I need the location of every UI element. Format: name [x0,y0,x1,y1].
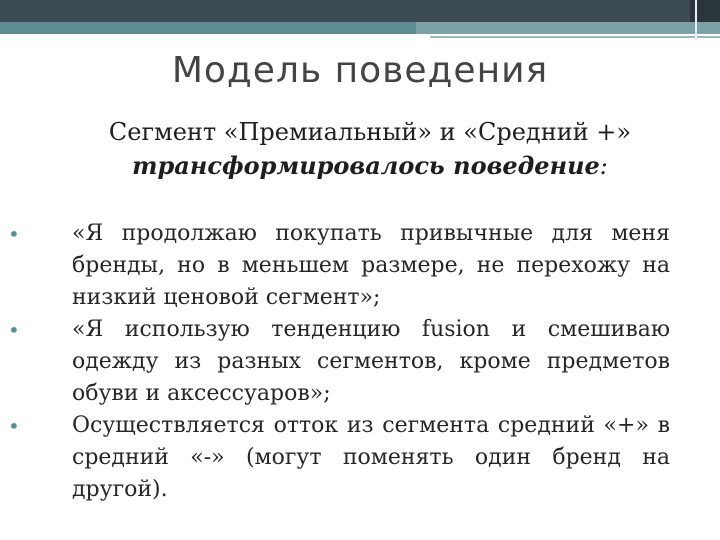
header-accent-bar-right [416,22,720,34]
slide-subtitle [70,115,670,183]
bullet-item [8,218,670,314]
subtitle-emphasis: трансформировалось поведение [132,151,600,180]
bullet-text: «Я продолжаю покупать привычные для меня бренды, но в меньшем размере, не перехожу на низкий ценовой сегмент»; [72,221,670,310]
header-bar [0,0,720,22]
bullet-marker: • [8,414,20,438]
bullet-marker: • [8,318,20,342]
subtitle-colon: : [599,152,608,180]
bullet-marker: • [8,222,20,246]
subtitle-line1: Сегмент «Премиальный» и «Средний +» [108,118,632,146]
bullet-item [8,410,670,506]
header-corner-line [695,0,697,40]
slide-title: Модель поведения [171,50,549,91]
subtitle-line2 [70,149,670,183]
bullet-text: «Я использую тенденцию fusion и смешиваю одежду из разных сегментов, кроме предметов обуви и аксессуаров»; [72,317,670,406]
bullet-list [0,218,720,506]
header-accent-bar [0,22,416,34]
bullet-text: Осуществляется отток из сегмента средний «+» в средний «-» (могут поменять один бренд на другой). [72,413,670,502]
header-accent-line [430,36,720,38]
bullet-item [8,314,670,410]
